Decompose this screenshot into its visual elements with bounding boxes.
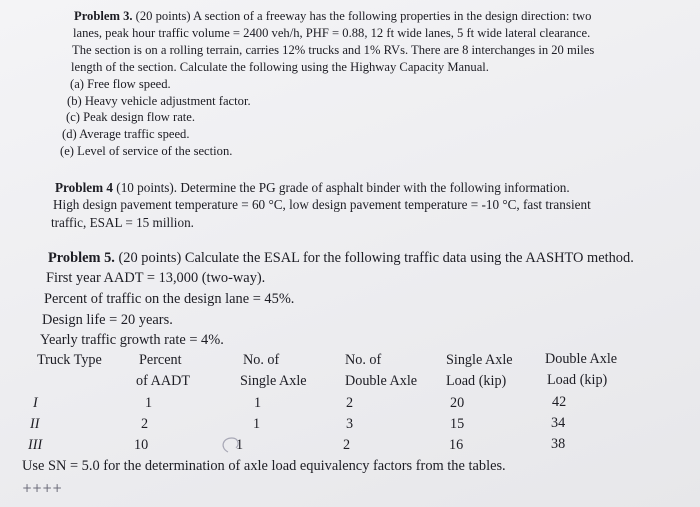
problem3-line-3: The section is on a rolling terrain, carries 12% trucks and 1% RVs. There are 8 interchanges in 20 miles — [72, 43, 595, 57]
problem3-line-4: length of the section. Calculate the following using the Highway Capacity Manual. — [71, 60, 489, 74]
problem3-item-d: (d) Average traffic speed. — [62, 127, 190, 141]
problem3-item-c: (c) Peak design flow rate. — [66, 110, 196, 124]
row-2-single-load: 15 — [450, 416, 465, 432]
header-single-load-2: Load (kip) — [446, 373, 507, 389]
row-2-type: II — [30, 416, 40, 432]
row-1-single-load: 20 — [450, 395, 465, 411]
problem5-footer: Use SN = 5.0 for the determination of axle load equivalency factors from the tables. — [22, 458, 506, 474]
header-double-2: Double Axle — [345, 373, 418, 389]
problem5-line-3: Percent of traffic on the design lane = 45%. — [44, 291, 295, 307]
row-3-single-load: 16 — [449, 437, 464, 453]
row-2-single: 1 — [253, 416, 261, 432]
row-2-percent: 2 — [141, 416, 149, 432]
pencil-scribble-mark — [218, 434, 248, 456]
row-3-double: 2 — [343, 437, 351, 453]
header-single-1: No. of — [243, 352, 280, 368]
header-truck-type: Truck Type — [37, 352, 102, 368]
problem3-line-2: lanes, peak hour traffic volume = 2400 veh/h, PHF = 0.88, 12 ft wide lanes, 5 ft wide lateral clearance. — [73, 26, 591, 40]
header-double-1: No. of — [345, 352, 382, 368]
row-3-double-load: 38 — [551, 436, 566, 452]
row-1-single: 1 — [254, 395, 262, 411]
row-2-double-load: 34 — [551, 415, 566, 431]
row-3-single: 1 — [236, 437, 244, 453]
problem5-line-4: Design life = 20 years. — [42, 312, 173, 328]
row-1-double-load: 42 — [552, 394, 567, 410]
problem4-text-1: (10 points). Determine the PG grade of asphalt binder with the following information. — [113, 180, 570, 195]
header-single-load-1: Single Axle — [446, 352, 513, 368]
row-3-type: III — [28, 437, 43, 453]
problem4-label: Problem 4 — [55, 180, 113, 195]
header-single-2: Single Axle — [240, 373, 307, 389]
row-1-double: 2 — [346, 395, 354, 411]
header-double-load-1: Double Axle — [545, 351, 618, 367]
problem4-line-2: High design pavement temperature = 60 °C, low design pavement temperature = -10 °C, fast transient — [53, 197, 591, 212]
header-double-load-2: Load (kip) — [547, 372, 608, 388]
problem5-label: Problem 5. — [48, 250, 115, 266]
problem5-line-5: Yearly traffic growth rate = 4%. — [40, 332, 224, 348]
problem4-line-1 — [55, 180, 570, 196]
row-1-percent: 1 — [145, 395, 153, 411]
problem3-item-a: (a) Free flow speed. — [70, 77, 171, 91]
bottom-hand-marks: ++++ — [22, 481, 63, 495]
problem3-label: Problem 3. — [74, 9, 133, 23]
problem3-line-1 — [74, 9, 591, 24]
problem5-text-1: (20 points) Calculate the ESAL for the following traffic data using the AASHTO method. — [114, 250, 634, 266]
problem5-line-2: First year AADT = 13,000 (two-way). — [46, 270, 266, 286]
problem5-line-1 — [48, 250, 634, 267]
problem4-line-3: traffic, ESAL = 15 million. — [51, 215, 194, 230]
header-percent-1: Percent — [139, 352, 182, 368]
row-2-double: 3 — [346, 416, 354, 432]
problem3-item-b: (b) Heavy vehicle adjustment factor. — [67, 94, 251, 108]
problem3-item-e: (e) Level of service of the section. — [60, 144, 233, 158]
row-1-type: I — [33, 395, 38, 411]
header-percent-2: of AADT — [136, 373, 190, 389]
problem3-text-1: (20 points) A section of a freeway has the following properties in the design direction: two — [132, 9, 592, 23]
row-3-percent: 10 — [134, 437, 149, 453]
